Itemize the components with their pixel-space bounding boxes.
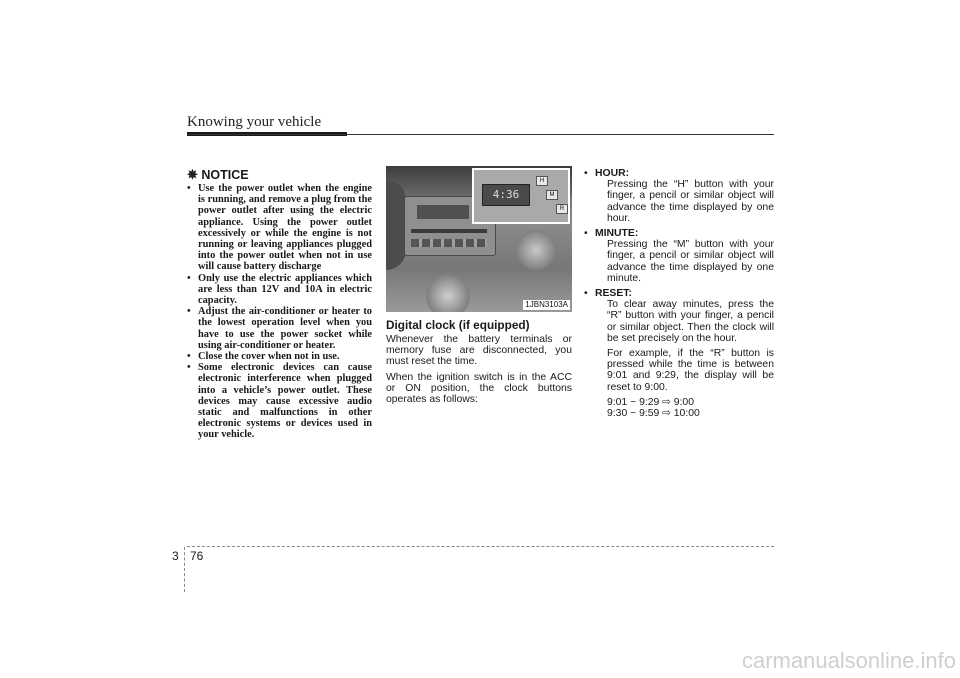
audio-buttons — [411, 239, 487, 247]
watermark: carmanualsonline.info — [741, 648, 956, 673]
notice-item: • Adjust the air-conditioner or heater to the lowest operation level when you have to use the power socket while using air-conditioner or heater. — [187, 306, 372, 351]
notice-item: • Some electronic devices can cause electronic interference when plugged into a vehicle’s power outlet. These devices may cause excessive audio static and malfunctions in other electronic systems or devices used in your vehicle. — [187, 362, 372, 440]
cd-slot — [411, 229, 487, 233]
page-header-title: Knowing your vehicle — [187, 114, 322, 130]
hour-item — [584, 168, 774, 224]
minute-button: M — [546, 190, 558, 200]
air-vent — [386, 180, 406, 270]
control-knob — [516, 230, 556, 270]
reset-item — [584, 288, 774, 419]
minute-text: Pressing the “M” button with your finger, a pencil or similar object will advance the time displayed by one minute. — [607, 239, 774, 284]
clock-paragraph: When the ignition switch is in the ACC or ON position, the clock buttons operates as follows: — [386, 371, 572, 406]
notice-list — [187, 183, 372, 441]
reset-range: 9:01 ~ 9:29 ⇨ 9:00 — [607, 396, 694, 408]
clock-display: 4:36 — [482, 184, 530, 206]
clock-figure — [386, 166, 572, 312]
footer-rule — [187, 546, 774, 547]
reset-label: • RESET: — [595, 288, 632, 300]
buttons-column — [584, 168, 774, 419]
notice-item: • Close the cover when not in use. — [187, 351, 372, 362]
hour-label: • HOUR: — [595, 168, 630, 179]
audio-screen — [417, 205, 469, 219]
button-list — [584, 168, 774, 419]
notice-title: NOTICE — [201, 168, 249, 182]
notice-item: • Only use the electric appliances which are less than 12V and 10A in electric capacity. — [187, 273, 372, 307]
clock-inset — [472, 168, 570, 224]
minute-label: • MINUTE: — [595, 228, 639, 240]
notice-item: • Use the power outlet when the engine is running, and remove a plug from the power outlet after using the electric appliance. Using the power outlet excessively or while the engine is not running or leaving appliances plugged into the power outlet when not in use will cause battery discharge — [187, 183, 372, 273]
figure-code: 1JBN3103A — [525, 300, 568, 309]
reset-button: R — [556, 204, 568, 214]
page-number: 76 — [190, 549, 204, 563]
notice-heading — [187, 168, 372, 182]
chapter-number: 3 — [172, 549, 179, 563]
notice-column — [187, 168, 372, 441]
reset-example: For example, if the “R” button is pressed while the time is between 9:01 and 9:29, the display will be reset to 9:00. — [607, 348, 774, 393]
header-rule — [187, 134, 774, 135]
hour-text: Pressing the “H” button with your finger, a pencil or similar object will advance the time displayed by one hour. — [607, 179, 774, 224]
section-title: Digital clock (if equipped) — [386, 318, 530, 332]
reset-range: 9:30 ~ 9:59 ⇨ 10:00 — [607, 408, 700, 420]
notice-star-icon: ✵ — [187, 167, 198, 182]
reset-text: To clear away minutes, press the “R” button with your finger, a pencil or similar object. Then the clock will be set precisely on the hour. — [607, 299, 774, 344]
clock-column — [386, 166, 572, 405]
clock-paragraph: Whenever the battery terminals or memory fuse are disconnected, you must reset the time. — [386, 334, 572, 368]
minute-item — [584, 228, 774, 284]
footer-divider — [184, 547, 185, 592]
hour-button: H — [536, 176, 548, 186]
climate-knob — [426, 274, 470, 312]
